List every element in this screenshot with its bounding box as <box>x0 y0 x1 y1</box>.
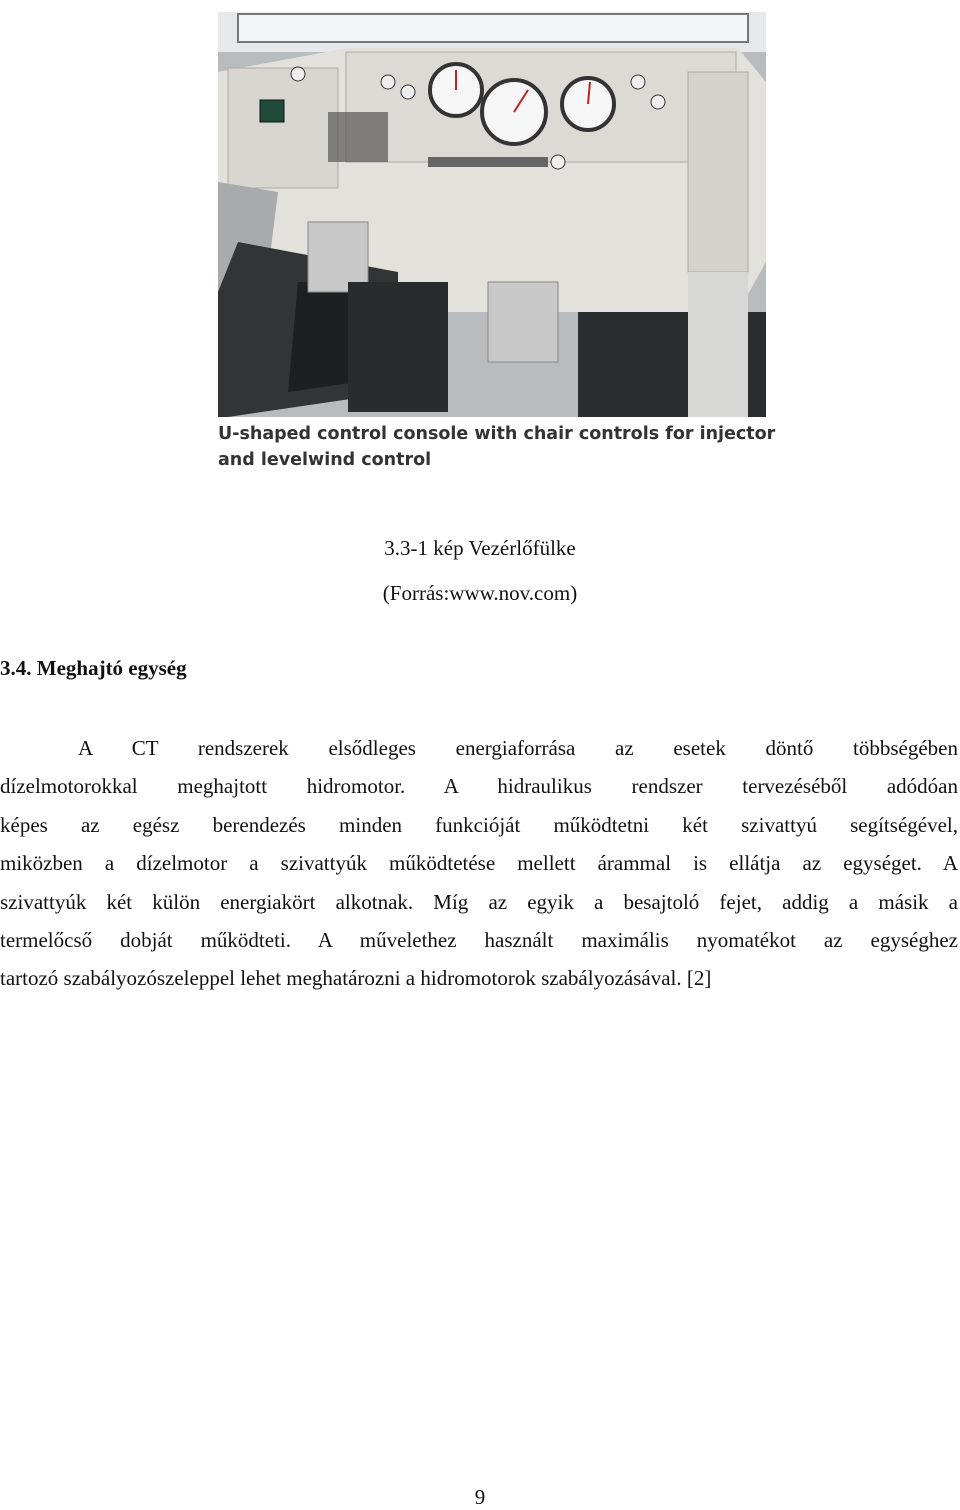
photo-caption-line-2: and levelwind control <box>218 450 432 470</box>
paragraph-line: A CT rendszerek elsődleges energiaforrása az esetek döntő többségében <box>78 736 958 760</box>
control-console-photo <box>218 12 766 417</box>
paragraph-line: miközben a dízelmotor a szivattyúk működtetése mellett árammal is ellátja az egységet. A <box>0 851 958 876</box>
paragraph-line: képes az egész berendezés minden funkcióját működtetni két szivattyú segítségével, <box>0 812 958 837</box>
paragraph-line: termelőcső dobját működteti. A művelethez használt maximális nyomatékot az egységhez <box>0 928 958 953</box>
photo-caption-line-1: U-shaped control console with chair controls for injector <box>218 424 776 444</box>
section-heading: 3.4. Meghajtó egység <box>0 656 187 680</box>
figure-source: (Forrás:www.nov.com) <box>382 581 578 605</box>
body-paragraph <box>0 729 958 998</box>
figure-caption: 3.3-1 kép Vezérlőfülke <box>384 536 576 560</box>
page-number: 9 <box>474 1485 486 1509</box>
paragraph-line: tartozó szabályozószeleppel lehet meghatározni a hidromotorok szabályozásával. [2] <box>0 966 712 991</box>
paragraph-line: dízelmotorokkal meghajtott hidromotor. A hidraulikus rendszer tervezéséből adódóan <box>0 774 958 799</box>
paragraph-line: szivattyúk két külön energiakört alkotnak. Míg az egyik a besajtoló fejet, addig a másik a <box>0 889 958 914</box>
photo-embedded-caption <box>218 421 778 473</box>
